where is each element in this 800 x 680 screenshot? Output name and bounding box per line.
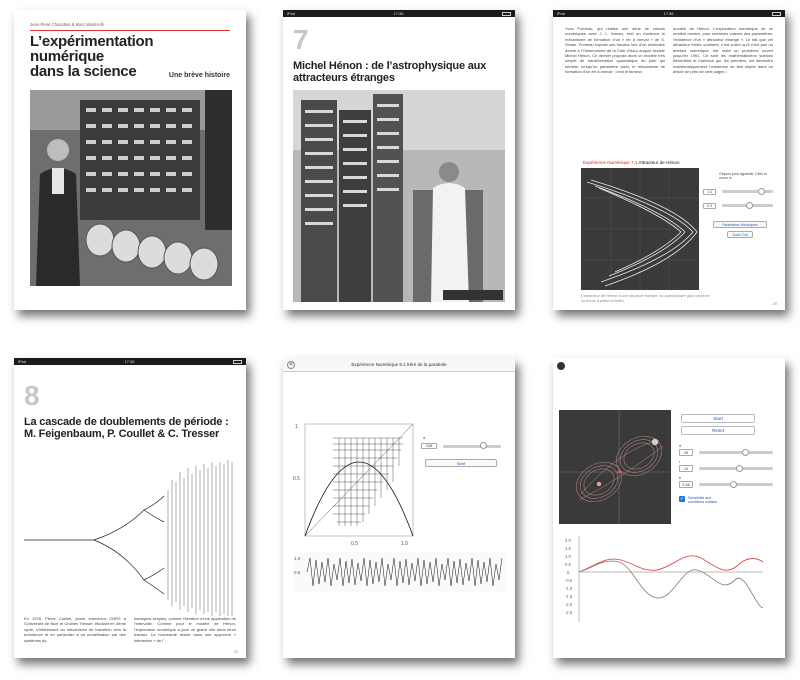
lorenz-attractor-plot[interactable]	[559, 410, 671, 524]
param-field-row-b	[679, 481, 779, 488]
axis-x-mid: 0.5	[351, 541, 358, 546]
red-series-line	[579, 556, 763, 572]
cobweb-plot[interactable]	[293, 418, 419, 546]
page-subtitle: Une brève histoire	[168, 72, 230, 79]
sensitivity-option[interactable]	[679, 496, 779, 504]
battery-icon	[772, 12, 781, 16]
param-a-slider[interactable]	[443, 445, 501, 448]
app-title-bar	[283, 358, 515, 372]
y-tick-label: -0.5	[565, 578, 573, 583]
battery-icon	[502, 12, 511, 16]
param-label: σ	[679, 443, 682, 448]
carrier-label: iPad	[18, 359, 27, 364]
page-number: 20	[772, 301, 777, 306]
status-bar	[14, 358, 246, 365]
carrier-label: iPad	[557, 11, 566, 16]
ts-axis-top: 1.0	[294, 556, 301, 561]
param-label: r	[679, 459, 681, 464]
lorenz-controls	[675, 410, 779, 526]
param-row-b	[679, 475, 779, 480]
close-icon[interactable]: ✕	[288, 362, 294, 368]
henon-attractor-plot[interactable]	[581, 168, 699, 290]
param-sigma-field[interactable]: 28	[679, 449, 693, 456]
clock: 17:36	[124, 359, 135, 364]
title-line-2: dans la science	[30, 63, 137, 80]
param-label: b	[679, 475, 682, 480]
chapter-title: Michel Hénon : de l’astrophysique aux attracteurs étranges	[293, 60, 487, 84]
ts-axis-mid: 0.5	[294, 570, 301, 575]
status-bar	[283, 10, 515, 17]
clock: 17:36	[393, 11, 404, 16]
param-b-slider[interactable]	[722, 204, 773, 207]
param-b-field[interactable]: 0.3	[703, 203, 716, 209]
app-title: Expérience Numérique 8.1 Itéré de la parabole	[351, 362, 447, 367]
param-row-r	[679, 459, 779, 464]
param-row-sigma	[679, 443, 779, 448]
grey-series-line	[579, 561, 763, 608]
start-button[interactable]: Start	[681, 414, 755, 423]
text-column-2: namiques simples, comme l’itération d’une application de l’intervalle. Comme pour le modèle de Hénon, l’exploration numérique a joué un grand rôle dans leurs travaux. La nouveauté réside dans une approche « interactive » de l’	[134, 616, 236, 643]
parabola-controls	[421, 436, 501, 467]
param-b-slider[interactable]	[699, 483, 773, 486]
param-a-row	[703, 189, 773, 195]
y-tick-label: -2.0	[565, 602, 573, 607]
param-field-row-r	[679, 465, 779, 472]
slider-knob[interactable]	[746, 202, 753, 209]
slider-knob[interactable]	[742, 449, 749, 456]
param-row	[421, 443, 501, 449]
y-tick-label: 1.0	[565, 554, 571, 559]
y-tick-label: -2.5	[565, 610, 573, 615]
status-bar	[553, 10, 785, 17]
axis-y-mid: 0.5	[293, 476, 300, 482]
param-r-slider[interactable]	[699, 467, 773, 470]
slider-knob[interactable]	[758, 188, 765, 195]
book-page-chapter-7[interactable]	[283, 10, 515, 310]
slider-knob[interactable]	[736, 465, 743, 472]
book-page-chapter-8[interactable]	[14, 358, 246, 658]
text-column-2: modèle de Hénon. L’exploration numérique de ce modèle montre, pour certaines valeurs des paramètres, l’existence d’un « attracteur étrange ». Le fait que cet attracteur existe vraiment, c’est-à-dire qu’il n’est pas un artefact numérique, est resté un problème ouvert jusqu’en 1991. Ce sont les mathématiciens suédois Benedicks et Carleson qui, les premiers, ont démontré mathématiquement l’existence de tels objets dans un article de près de cent pages !	[673, 26, 773, 75]
y-tick-label: 1.5	[565, 546, 571, 551]
param-b-field[interactable]: 2,66	[679, 481, 693, 488]
title-rule	[30, 30, 230, 31]
clock: 17:36	[663, 11, 674, 16]
experiment-parabola-screen[interactable]	[283, 358, 515, 658]
y-tick-label: 0	[567, 570, 570, 575]
book-page-cover[interactable]	[14, 10, 246, 310]
carrier-label: iPad	[287, 11, 296, 16]
y-tick-labels	[565, 538, 573, 615]
checkmark-icon[interactable]: ✓	[679, 496, 685, 502]
param-a-slider[interactable]	[722, 190, 773, 193]
henon-lab-photo	[293, 90, 505, 302]
chapter-number: 7	[293, 24, 309, 55]
text-column-1: En 1978, Pierre Coullet, jeune chercheur CNRS à l’Université de Nice et Charles Tresser, étudiant en 3ème cycle, s’intéressent au mécanisme de transition vers la turbulence et en particulier à sa modélisation par des systèmes dy-	[24, 616, 126, 643]
chapter-title: La cascade de doublements de période : M. Feigenbaum, P. Coullet & C. Tresser	[24, 416, 229, 440]
chapter-number: 8	[24, 380, 40, 411]
y-tick-label: 2.0	[565, 538, 571, 543]
param-label: a	[423, 436, 426, 440]
henon-controls	[703, 172, 773, 262]
historic-params-button[interactable]: Paramètres Historiques	[713, 221, 767, 228]
slider-knob[interactable]	[730, 481, 737, 488]
y-tick-label: -1.5	[565, 594, 573, 599]
zoom-out-button[interactable]: Zoom Out	[727, 231, 753, 238]
figure-caption: L’attracteur de Hénon a une structure fractale, ou autosimilaire (qui conserve sa forme à petite échelle).	[581, 294, 710, 303]
time-series-plot	[565, 536, 765, 626]
von-neumann-computer-photo	[30, 90, 232, 286]
book-page-henon-attractor[interactable]	[553, 10, 785, 310]
param-a-field[interactable]: 3,68	[421, 443, 437, 449]
zoom-hint: Cliquez pour agrandir. Click to zoom in	[719, 172, 767, 181]
param-field-row-sigma	[679, 449, 779, 456]
experiment-lorenz-screen[interactable]	[553, 358, 785, 658]
close-icon[interactable]	[557, 362, 565, 370]
slider-knob[interactable]	[480, 442, 487, 449]
time-series-plot	[293, 552, 505, 592]
experiment-name: Attracteur de Hénon	[638, 160, 680, 165]
axis-y-top: 1	[295, 424, 298, 430]
sensitivity-label: Sensibilité aux conditions initiales	[688, 496, 718, 505]
page-number: 22	[233, 649, 238, 654]
text-column-1: Yves Pomeau, qui réalise une série de calculs numériques avec J. L. Ibanez, met en évidence le mécanisme de formation d’un « fer à cheval » de S. Smale. Pomeau expose ses travaux lors d’un séminaire donné à l’Observatoire de la Côte d’Azur auquel assiste Michel Hénon. Ce dernier propose alors un modèle très simple de transformation quadratique du plan qui semble, lorsqu’un paramètre varie, le mécanisme de formation d’un fer à cheval : c’est le fameux	[565, 26, 665, 75]
authors: Jean-René Chazottes & Marc Monticelli	[30, 22, 104, 27]
start-button[interactable]: Start	[425, 459, 497, 467]
param-a-field[interactable]: 1.4	[703, 189, 716, 195]
y-tick-label: -1.0	[565, 586, 573, 591]
experiment-label	[583, 160, 680, 165]
bifurcation-diagram	[24, 460, 236, 616]
param-b-row	[703, 203, 773, 209]
battery-icon	[233, 360, 242, 364]
y-tick-label: 0.5	[565, 562, 571, 567]
param-sigma-slider[interactable]	[699, 451, 773, 454]
title-line-1: L’expérimentation numérique	[30, 33, 154, 65]
reset-button[interactable]: Reset	[681, 426, 755, 435]
experiment-number: Expérience Numérique 7.1	[583, 160, 638, 165]
param-r-field[interactable]: 10	[679, 465, 693, 472]
axis-x-right: 1.0	[401, 541, 408, 546]
